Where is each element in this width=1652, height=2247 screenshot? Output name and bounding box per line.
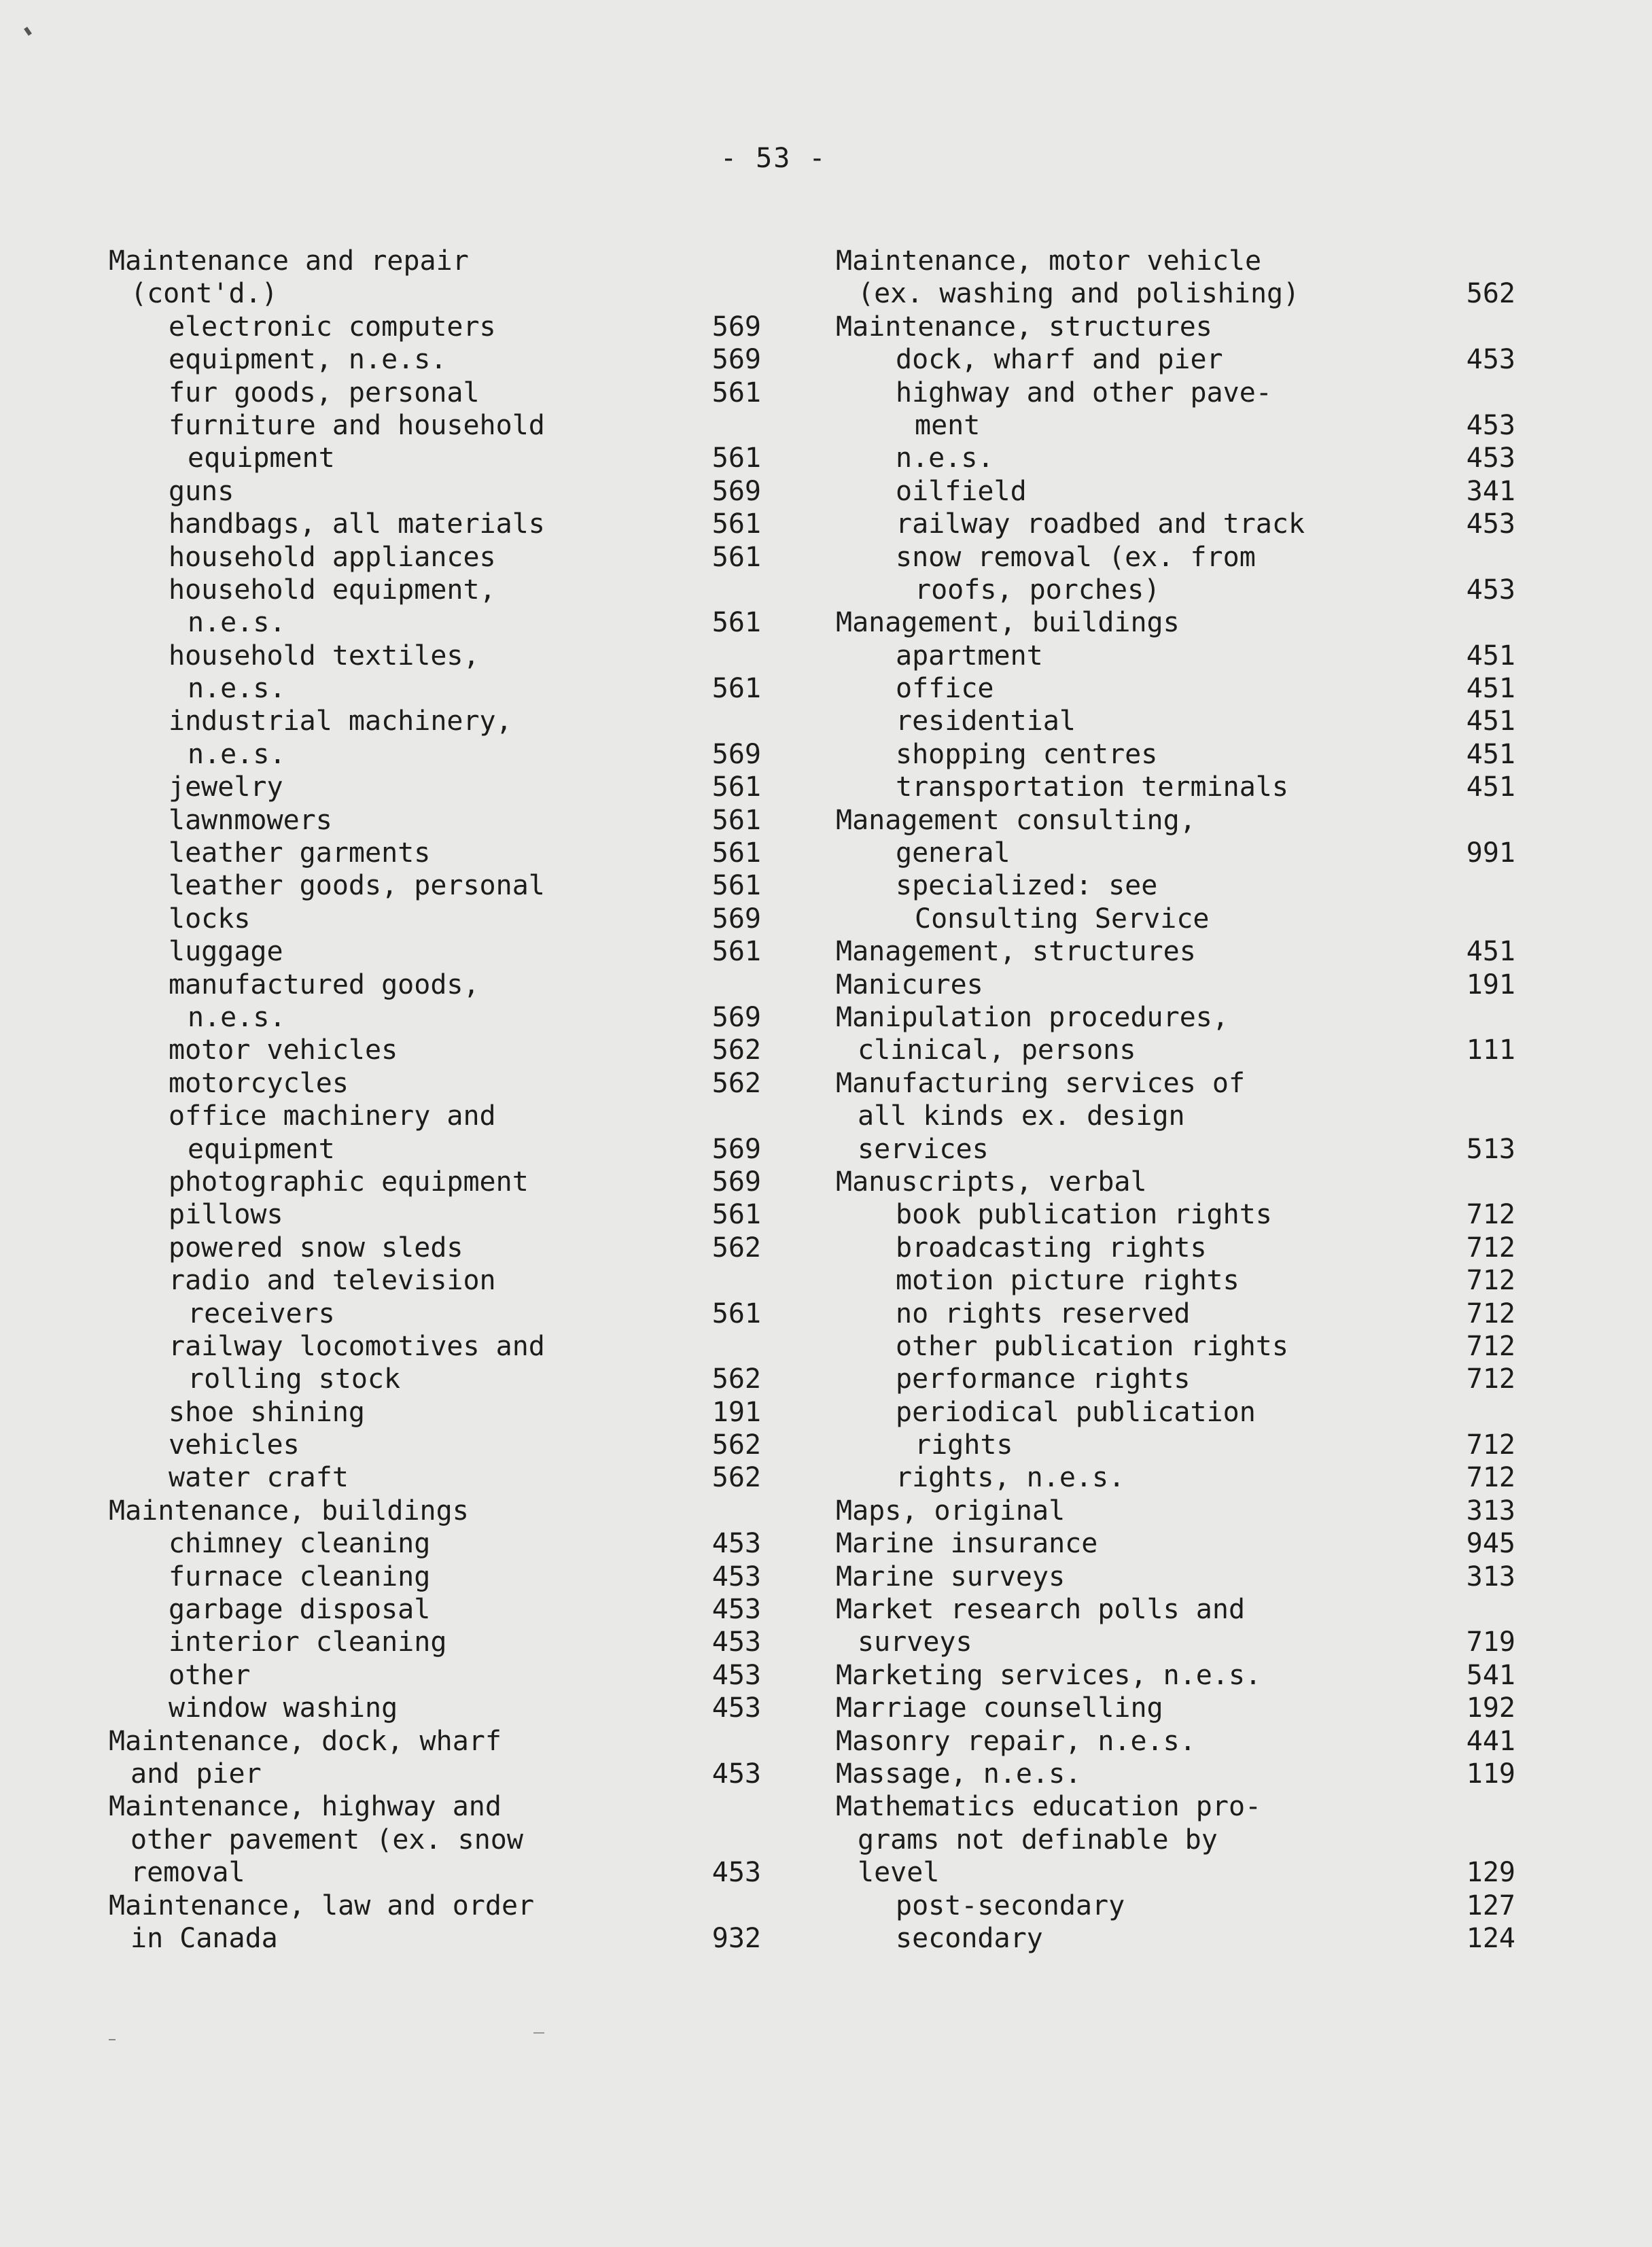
index-entry xyxy=(836,1790,1515,1823)
entry-term: surveys xyxy=(858,1626,972,1658)
index-entry xyxy=(109,1527,761,1560)
entry-page-number: 561 xyxy=(711,442,761,474)
entry-term: oilfield xyxy=(896,475,1027,507)
index-entry xyxy=(836,277,1515,310)
index-entry xyxy=(836,1527,1515,1560)
index-entry xyxy=(836,1626,1515,1658)
entry-term: Maps, original xyxy=(836,1495,1066,1527)
index-entry xyxy=(109,475,761,508)
entry-term: dock, wharf and pier xyxy=(896,344,1223,376)
entry-term: jewelry xyxy=(169,771,283,803)
entry-term: broadcasting rights xyxy=(896,1232,1207,1264)
entry-term: n.e.s. xyxy=(188,1001,286,1033)
index-entry xyxy=(836,1100,1515,1132)
entry-page-number: 562 xyxy=(711,1034,761,1066)
index-entry xyxy=(109,1232,761,1264)
entry-term: other pavement (ex. snow xyxy=(130,1824,523,1856)
index-entry xyxy=(109,1790,761,1823)
entry-term: water craft xyxy=(169,1462,349,1494)
index-entry xyxy=(836,1067,1515,1100)
entry-term: (cont'd.) xyxy=(130,278,278,310)
entry-term: railway locomotives and xyxy=(169,1330,545,1362)
entry-term: other publication rights xyxy=(896,1330,1288,1362)
entry-term: n.e.s. xyxy=(188,673,286,705)
index-entry xyxy=(109,343,761,376)
entry-term: n.e.s. xyxy=(188,607,286,639)
index-entry xyxy=(836,508,1515,540)
entry-page-number: 451 xyxy=(1466,771,1515,803)
entry-term: guns xyxy=(169,475,234,507)
index-entry xyxy=(109,1758,761,1790)
index-entry xyxy=(109,245,761,277)
index-entry xyxy=(109,1166,761,1198)
entry-term: post-secondary xyxy=(896,1889,1125,1921)
entry-page-number: 191 xyxy=(711,1396,761,1428)
index-entry xyxy=(109,1034,761,1066)
index-entry xyxy=(836,541,1515,574)
entry-page-number: 313 xyxy=(1466,1561,1515,1592)
entry-page-number: 129 xyxy=(1466,1857,1515,1889)
index-entry xyxy=(836,574,1515,606)
entry-term: furniture and household xyxy=(169,409,545,441)
entry-term: and pier xyxy=(130,1758,262,1790)
index-entry xyxy=(109,903,761,935)
entry-term: household appliances xyxy=(169,541,496,573)
index-entry xyxy=(836,771,1515,803)
entry-page-number: 513 xyxy=(1466,1133,1515,1165)
entry-page-number: 451 xyxy=(1466,640,1515,672)
stray-mark xyxy=(24,27,32,35)
entry-term: snow removal (ex. from xyxy=(896,541,1256,573)
entry-term: Management, structures xyxy=(836,936,1196,968)
entry-page-number: 341 xyxy=(1466,475,1515,507)
entry-term: other xyxy=(169,1659,251,1691)
entry-page-number: 712 xyxy=(1466,1462,1515,1494)
index-entry xyxy=(836,475,1515,508)
index-entry xyxy=(836,837,1515,869)
entry-term: rights, n.e.s. xyxy=(896,1462,1125,1494)
entry-page-number: 712 xyxy=(1466,1232,1515,1264)
entry-term: fur goods, personal xyxy=(169,377,480,408)
index-entry xyxy=(109,804,761,837)
index-entry xyxy=(109,1561,761,1593)
entry-term: services xyxy=(858,1133,989,1165)
entry-page-number: 712 xyxy=(1466,1297,1515,1329)
index-entry xyxy=(836,1330,1515,1363)
entry-page-number: 561 xyxy=(711,936,761,968)
entry-term: clinical, persons xyxy=(858,1034,1136,1066)
index-entry xyxy=(109,541,761,574)
entry-term: Manicures xyxy=(836,969,983,1000)
entry-page-number: 111 xyxy=(1466,1034,1515,1066)
entry-page-number: 453 xyxy=(1466,344,1515,376)
index-entry xyxy=(836,377,1515,409)
index-entry xyxy=(836,606,1515,639)
entry-term: vehicles xyxy=(169,1429,300,1461)
entry-page-number: 453 xyxy=(711,1528,761,1560)
entry-term: n.e.s. xyxy=(188,738,286,770)
index-entry xyxy=(836,1001,1515,1034)
entry-term: Management, buildings xyxy=(836,607,1180,639)
entry-term: household equipment, xyxy=(169,574,496,606)
index-entry xyxy=(836,1856,1515,1889)
entry-term: Market research polls and xyxy=(836,1594,1246,1626)
index-entry xyxy=(836,903,1515,935)
index-entry xyxy=(109,1659,761,1692)
entry-page-number: 561 xyxy=(711,1199,761,1231)
entry-page-number: 561 xyxy=(711,541,761,573)
entry-term: Maintenance, buildings xyxy=(109,1495,469,1527)
index-entry xyxy=(109,1001,761,1034)
entry-term: pillows xyxy=(169,1199,283,1231)
entry-page-number: 712 xyxy=(1466,1265,1515,1297)
entry-page-number: 712 xyxy=(1466,1363,1515,1395)
entry-term: chimney cleaning xyxy=(169,1528,431,1560)
entry-page-number: 712 xyxy=(1466,1330,1515,1362)
index-entry xyxy=(109,1593,761,1626)
entry-page-number: 192 xyxy=(1466,1692,1515,1724)
entry-term: rolling stock xyxy=(188,1363,401,1395)
index-entry xyxy=(109,869,761,902)
index-entry xyxy=(109,672,761,705)
index-entry xyxy=(836,672,1515,705)
index-entry xyxy=(109,935,761,968)
index-entry xyxy=(109,1495,761,1527)
entry-term: performance rights xyxy=(896,1363,1191,1395)
index-entry xyxy=(836,969,1515,1001)
entry-term: equipment xyxy=(188,442,335,474)
entry-page-number: 451 xyxy=(1466,673,1515,705)
entry-term: powered snow sleds xyxy=(169,1232,463,1264)
index-entry xyxy=(836,1232,1515,1264)
entry-term: electronic computers xyxy=(169,311,496,343)
entry-page-number: 569 xyxy=(711,1133,761,1165)
entry-term: removal xyxy=(130,1857,245,1889)
entry-term: Marketing services, n.e.s. xyxy=(836,1659,1262,1691)
entry-page-number: 719 xyxy=(1466,1626,1515,1658)
index-entry xyxy=(109,1100,761,1132)
index-entry xyxy=(109,442,761,474)
index-entry xyxy=(109,1889,761,1922)
entry-page-number: 451 xyxy=(1466,706,1515,737)
entry-page-number: 561 xyxy=(711,377,761,408)
entry-term: rights xyxy=(915,1429,1013,1461)
index-entry xyxy=(109,640,761,672)
entry-term: receivers xyxy=(188,1297,335,1329)
index-entry xyxy=(836,1396,1515,1429)
index-entry xyxy=(836,705,1515,737)
entry-page-number: 562 xyxy=(711,1232,761,1264)
entry-term: motorcycles xyxy=(169,1067,349,1099)
index-entry xyxy=(836,1133,1515,1166)
entry-term: periodical publication xyxy=(896,1396,1256,1428)
entry-term: residential xyxy=(896,706,1076,737)
entry-page-number: 191 xyxy=(1466,969,1515,1000)
entry-term: shopping centres xyxy=(896,738,1158,770)
index-entry xyxy=(109,969,761,1001)
index-entry xyxy=(109,1461,761,1494)
entry-page-number: 562 xyxy=(711,1363,761,1395)
entry-term: interior cleaning xyxy=(169,1626,447,1658)
entry-term: Mathematics education pro- xyxy=(836,1791,1262,1823)
index-entry xyxy=(109,1330,761,1363)
entry-term: office machinery and xyxy=(169,1100,496,1132)
entry-term: leather goods, personal xyxy=(169,870,545,902)
index-entry xyxy=(109,1264,761,1297)
entry-page-number: 124 xyxy=(1466,1922,1515,1954)
index-entry xyxy=(109,1396,761,1429)
entry-page-number: 453 xyxy=(711,1659,761,1691)
margin-mark xyxy=(109,2039,116,2040)
index-entry xyxy=(109,1626,761,1658)
entry-term: equipment xyxy=(188,1133,335,1165)
entry-page-number: 562 xyxy=(711,1462,761,1494)
entry-page-number: 569 xyxy=(711,311,761,343)
page-number: - 53 - xyxy=(720,143,827,174)
entry-term: (ex. washing and polishing) xyxy=(858,278,1300,310)
index-entry xyxy=(836,1198,1515,1231)
index-entry xyxy=(109,508,761,540)
index-entry xyxy=(109,1363,761,1395)
entry-term: Maintenance, structures xyxy=(836,311,1212,343)
index-entry xyxy=(109,837,761,869)
entry-page-number: 313 xyxy=(1466,1495,1515,1527)
entry-term: garbage disposal xyxy=(169,1594,431,1626)
index-entry xyxy=(836,1659,1515,1692)
index-entry xyxy=(109,738,761,771)
entry-term: n.e.s. xyxy=(896,442,994,474)
entry-term: manufactured goods, xyxy=(169,969,480,1000)
index-entry xyxy=(836,245,1515,277)
entry-page-number: 453 xyxy=(711,1758,761,1790)
index-entry xyxy=(836,1264,1515,1297)
entry-term: railway roadbed and track xyxy=(896,508,1305,540)
entry-page-number: 453 xyxy=(711,1692,761,1724)
left-column xyxy=(109,245,761,1955)
entry-page-number: 453 xyxy=(711,1626,761,1658)
index-entry xyxy=(836,1922,1515,1955)
entry-term: Maintenance, highway and xyxy=(109,1791,502,1823)
entry-page-number: 569 xyxy=(711,344,761,376)
entry-page-number: 562 xyxy=(711,1067,761,1099)
index-entry xyxy=(836,804,1515,837)
entry-page-number: 562 xyxy=(711,1429,761,1461)
margin-mark xyxy=(533,2032,544,2034)
right-column xyxy=(836,245,1515,1955)
index-entry xyxy=(109,1692,761,1724)
entry-page-number: 569 xyxy=(711,475,761,507)
index-entry xyxy=(109,606,761,639)
index-entry xyxy=(836,1561,1515,1593)
index-entry xyxy=(836,409,1515,442)
entry-term: apartment xyxy=(896,640,1043,672)
entry-page-number: 127 xyxy=(1466,1889,1515,1921)
entry-term: household textiles, xyxy=(169,640,480,672)
entry-term: shoe shining xyxy=(169,1396,365,1428)
entry-page-number: 453 xyxy=(711,1561,761,1592)
index-entry xyxy=(109,311,761,343)
entry-term: Marine surveys xyxy=(836,1561,1066,1592)
entry-term: level xyxy=(858,1857,940,1889)
entry-page-number: 453 xyxy=(1466,442,1515,474)
index-entry xyxy=(109,1922,761,1955)
entry-page-number: 561 xyxy=(711,771,761,803)
entry-term: in Canada xyxy=(130,1922,278,1954)
index-entry xyxy=(109,1297,761,1330)
index-entry xyxy=(836,1824,1515,1856)
index-entry xyxy=(109,1725,761,1758)
entry-term: Maintenance, dock, wharf xyxy=(109,1725,502,1757)
entry-term: Manipulation procedures, xyxy=(836,1001,1229,1033)
entry-page-number: 453 xyxy=(1466,508,1515,540)
index-entry xyxy=(836,1692,1515,1724)
entry-term: Consulting Service xyxy=(915,903,1210,935)
entry-page-number: 561 xyxy=(711,837,761,869)
entry-term: locks xyxy=(169,903,251,935)
entry-page-number: 712 xyxy=(1466,1199,1515,1231)
entry-page-number: 453 xyxy=(711,1857,761,1889)
entry-page-number: 561 xyxy=(711,673,761,705)
index-entry xyxy=(109,1824,761,1856)
index-entry xyxy=(109,771,761,803)
entry-term: motor vehicles xyxy=(169,1034,398,1066)
entry-term: Massage, n.e.s. xyxy=(836,1758,1082,1790)
entry-term: office xyxy=(896,673,994,705)
entry-term: secondary xyxy=(896,1922,1043,1954)
entry-term: Maintenance and repair xyxy=(109,245,469,277)
entry-term: book publication rights xyxy=(896,1199,1272,1231)
index-entry xyxy=(109,409,761,442)
entry-page-number: 569 xyxy=(711,738,761,770)
entry-term: Masonry repair, n.e.s. xyxy=(836,1725,1196,1757)
index-entry xyxy=(836,343,1515,376)
entry-page-number: 569 xyxy=(711,1001,761,1033)
entry-term: industrial machinery, xyxy=(169,706,512,737)
index-entry xyxy=(836,442,1515,474)
index-entry xyxy=(836,1297,1515,1330)
entry-page-number: 561 xyxy=(711,870,761,902)
entry-page-number: 945 xyxy=(1466,1528,1515,1560)
index-entry xyxy=(836,1429,1515,1461)
entry-page-number: 561 xyxy=(711,607,761,639)
entry-page-number: 451 xyxy=(1466,936,1515,968)
index-entry xyxy=(836,1758,1515,1790)
index-entry xyxy=(836,640,1515,672)
index-entry xyxy=(109,705,761,737)
entry-term: Management consulting, xyxy=(836,804,1196,836)
index-entry xyxy=(836,1725,1515,1758)
index-entry xyxy=(836,1034,1515,1066)
entry-term: furnace cleaning xyxy=(169,1561,431,1592)
entry-term: highway and other pave- xyxy=(896,377,1272,408)
index-entry xyxy=(836,935,1515,968)
entry-page-number: 932 xyxy=(711,1922,761,1954)
entry-term: roofs, porches) xyxy=(915,574,1161,606)
entry-page-number: 561 xyxy=(711,804,761,836)
entry-term: luggage xyxy=(169,936,283,968)
entry-term: Maintenance, law and order xyxy=(109,1889,535,1921)
entry-page-number: 453 xyxy=(1466,574,1515,606)
entry-term: all kinds ex. design xyxy=(858,1100,1185,1132)
index-entry xyxy=(109,1429,761,1461)
entry-term: grams not definable by xyxy=(858,1824,1218,1856)
index-entry xyxy=(109,1856,761,1889)
entry-term: general xyxy=(896,837,1010,869)
entry-page-number: 451 xyxy=(1466,738,1515,770)
entry-page-number: 119 xyxy=(1466,1758,1515,1790)
entry-page-number: 712 xyxy=(1466,1429,1515,1461)
entry-page-number: 561 xyxy=(711,1297,761,1329)
index-entry xyxy=(836,869,1515,902)
entry-term: window washing xyxy=(169,1692,398,1724)
entry-page-number: 453 xyxy=(1466,409,1515,441)
entry-term: equipment, n.e.s. xyxy=(169,344,447,376)
entry-page-number: 453 xyxy=(711,1594,761,1626)
index-entry xyxy=(109,574,761,606)
index-entry xyxy=(836,1593,1515,1626)
entry-term: Marriage counselling xyxy=(836,1692,1163,1724)
index-entry xyxy=(109,1198,761,1231)
entry-page-number: 562 xyxy=(1466,278,1515,310)
index-entry xyxy=(836,1363,1515,1395)
entry-term: motion picture rights xyxy=(896,1265,1240,1297)
entry-page-number: 561 xyxy=(711,508,761,540)
entry-page-number: 541 xyxy=(1466,1659,1515,1691)
entry-term: transportation terminals xyxy=(896,771,1288,803)
index-entry xyxy=(109,1133,761,1166)
index-entry xyxy=(836,1889,1515,1922)
index-entry xyxy=(836,1495,1515,1527)
entry-term: radio and television xyxy=(169,1265,496,1297)
index-entry xyxy=(109,277,761,310)
entry-term: handbags, all materials xyxy=(169,508,545,540)
index-entry xyxy=(836,1166,1515,1198)
entry-term: leather garments xyxy=(169,837,431,869)
entry-term: lawnmowers xyxy=(169,804,332,836)
entry-page-number: 569 xyxy=(711,1166,761,1198)
entry-term: no rights reserved xyxy=(896,1297,1191,1329)
entry-term: Maintenance, motor vehicle xyxy=(836,245,1262,277)
index-entry xyxy=(109,1067,761,1100)
entry-page-number: 991 xyxy=(1466,837,1515,869)
entry-term: Manuscripts, verbal xyxy=(836,1166,1147,1198)
index-entry xyxy=(836,738,1515,771)
entry-term: Marine insurance xyxy=(836,1528,1098,1560)
index-entry xyxy=(836,311,1515,343)
entry-page-number: 569 xyxy=(711,903,761,935)
index-entry xyxy=(836,1461,1515,1494)
entry-term: Manufacturing services of xyxy=(836,1067,1246,1099)
entry-term: ment xyxy=(915,409,981,441)
index-entry xyxy=(109,377,761,409)
entry-term: specialized: see xyxy=(896,870,1158,902)
entry-term: photographic equipment xyxy=(169,1166,529,1198)
entry-page-number: 441 xyxy=(1466,1725,1515,1757)
